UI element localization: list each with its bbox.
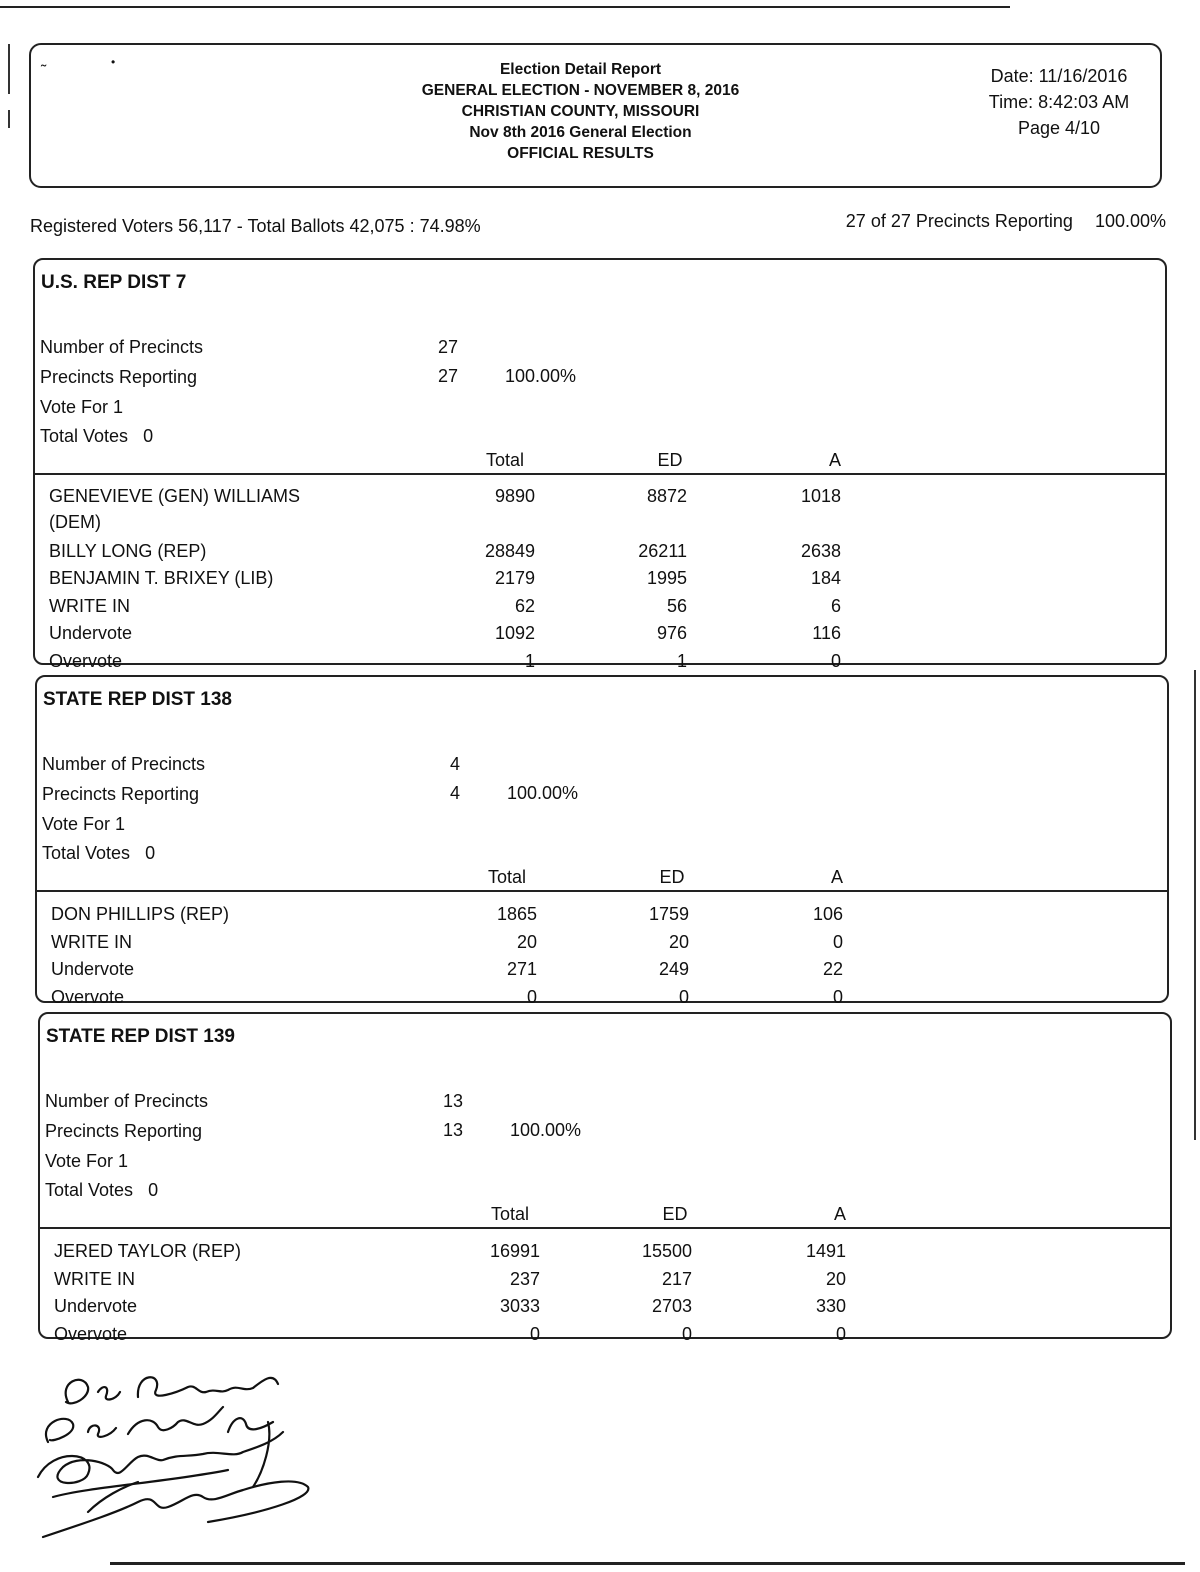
total-votes-cell: 271 — [506, 959, 537, 979]
total-votes-cell: 28849 — [484, 540, 535, 561]
column-header-a: A — [828, 450, 841, 470]
ed-votes-cell: 217 — [661, 1268, 692, 1289]
precincts-reporting-pct: 100.00% — [507, 783, 579, 803]
contest-box — [35, 675, 1169, 1007]
precincts-reporting-pct: 100.00% — [505, 366, 577, 386]
report-time: Time: 8:42:03 AM — [988, 92, 1130, 112]
total-votes-value: 0 — [148, 1180, 159, 1200]
candidate-name: BILLY LONG (REP) — [49, 540, 207, 561]
report-date: Date: 11/16/2016 — [990, 66, 1128, 86]
registered-voters-line: Registered Voters 56,117 - Total Ballots 42,075 : 74.98% — [30, 216, 481, 236]
candidate-name: WRITE IN — [51, 931, 132, 952]
candidate-name: DON PHILLIPS (REP) — [51, 904, 230, 924]
candidate-row — [37, 929, 1167, 956]
column-header-total: Total — [487, 867, 527, 887]
contest-title: STATE REP DIST 139 — [46, 1026, 235, 1047]
total-votes-cell: 2179 — [494, 568, 535, 588]
column-header-ed: ED — [659, 867, 685, 887]
election-subtitle: Nov 8th 2016 General Election — [469, 124, 692, 141]
total-votes-cell: 237 — [509, 1268, 540, 1289]
a-votes-cell: 116 — [812, 623, 841, 643]
ed-votes-cell: 1995 — [646, 568, 687, 588]
column-header-a: A — [830, 867, 843, 887]
column-header-total: Total — [490, 1204, 530, 1224]
total-votes-value: 0 — [145, 843, 156, 863]
candidate-row — [35, 620, 1165, 647]
bottom-border-line — [110, 1562, 1185, 1565]
report-meta — [964, 63, 1154, 141]
number-of-precincts-label: Number of Precincts — [45, 1091, 209, 1111]
candidate-row — [35, 648, 1165, 675]
candidate-name: WRITE IN — [49, 595, 130, 616]
a-votes-cell: 106 — [812, 904, 843, 924]
contest-box — [33, 258, 1167, 671]
column-header-ed: ED — [657, 450, 683, 470]
ed-votes-cell: 249 — [658, 959, 689, 979]
ed-votes-cell: 15500 — [641, 1241, 692, 1261]
candidate-row — [35, 593, 1165, 620]
a-votes-cell: 1491 — [805, 1241, 846, 1261]
right-edge-line — [1194, 670, 1196, 1140]
a-votes-cell: 330 — [815, 1296, 846, 1316]
a-votes-cell: 22 — [822, 959, 843, 979]
vote-for-label: Vote For 1 — [40, 397, 124, 417]
precincts-reporting-label: Precincts Reporting — [45, 1121, 203, 1141]
precincts-reporting-text: 27 of 27 Precincts Reporting — [845, 211, 1073, 231]
candidate-row — [35, 565, 1165, 592]
signatures-image — [28, 1362, 328, 1552]
a-votes-cell: 6 — [830, 595, 841, 616]
candidate-name: Overvote — [51, 986, 125, 1007]
header-rule — [37, 890, 1167, 892]
header-rule — [35, 473, 1165, 475]
ed-votes-cell: 56 — [666, 595, 687, 616]
ed-votes-cell: 8872 — [646, 486, 687, 506]
candidate-row — [40, 1293, 1170, 1320]
candidate-name: WRITE IN — [54, 1268, 135, 1289]
vote-for-label: Vote For 1 — [42, 814, 126, 834]
candidate-name: GENEVIEVE (GEN) WILLIAMS — [49, 486, 301, 506]
candidate-name: Overvote — [54, 1323, 128, 1344]
a-votes-cell: 0 — [832, 931, 843, 952]
total-votes-cell: 1 — [524, 650, 535, 671]
total-votes-cell: 3033 — [499, 1296, 540, 1316]
column-header-total: Total — [485, 450, 525, 470]
page-number: Page 4/10 — [1017, 118, 1101, 138]
total-votes-cell: 0 — [526, 986, 537, 1007]
a-votes-cell: 20 — [825, 1268, 846, 1289]
candidate-name: Undervote — [54, 1296, 138, 1316]
contest-title: U.S. REP DIST 7 — [41, 272, 187, 293]
number-of-precincts-label: Number of Precincts — [42, 754, 206, 774]
total-votes-cell: 0 — [529, 1323, 540, 1344]
total-votes-cell: 1092 — [494, 623, 535, 643]
a-votes-cell: 184 — [810, 568, 841, 588]
candidate-row — [37, 956, 1167, 983]
header-rule — [40, 1227, 1170, 1229]
a-votes-cell: 0 — [835, 1323, 846, 1344]
ed-votes-cell: 0 — [678, 986, 689, 1007]
ed-votes-cell: 1759 — [648, 904, 689, 924]
precincts-reporting-line — [846, 211, 1166, 232]
ed-votes-cell: 20 — [668, 931, 689, 952]
precincts-reporting-label: Precincts Reporting — [40, 367, 198, 387]
candidate-name: Undervote — [51, 959, 135, 979]
total-votes-line — [45, 1180, 158, 1201]
ed-votes-cell: 1 — [676, 650, 687, 671]
number-of-precincts-value: 13 — [442, 1091, 463, 1111]
total-votes-label: Total Votes — [45, 1180, 134, 1200]
a-votes-cell: 1018 — [800, 486, 841, 506]
total-votes-cell: 62 — [514, 595, 535, 616]
speck-mark: ˜ — [41, 63, 47, 80]
precincts-reporting-pct: 100.00% — [1094, 211, 1166, 231]
ed-votes-cell: 976 — [656, 623, 687, 643]
a-votes-cell: 2638 — [800, 540, 841, 561]
report-header — [29, 43, 1162, 188]
contest-box — [38, 1012, 1172, 1344]
top-border-line — [0, 6, 1010, 8]
column-header-a: A — [833, 1204, 846, 1224]
total-votes-label: Total Votes — [40, 426, 129, 446]
candidate-party: (DEM) — [49, 512, 101, 532]
total-votes-label: Total Votes — [42, 843, 131, 863]
vote-for-label: Vote For 1 — [45, 1151, 129, 1171]
speck-mark: • — [111, 55, 116, 69]
candidate-row-continued — [35, 509, 1165, 536]
total-votes-value: 0 — [143, 426, 154, 446]
candidate-name: Overvote — [49, 650, 123, 671]
ed-votes-cell: 2703 — [651, 1296, 692, 1316]
candidate-row — [40, 1238, 1170, 1265]
total-votes-line — [42, 843, 155, 864]
contest-title: STATE REP DIST 138 — [43, 689, 232, 710]
total-votes-cell: 1865 — [496, 904, 537, 924]
candidate-row — [37, 984, 1167, 1011]
number-of-precincts-value: 27 — [437, 337, 458, 357]
precincts-reporting-value: 13 — [442, 1120, 463, 1140]
candidate-name: JERED TAYLOR (REP) — [54, 1241, 242, 1261]
precincts-reporting-value: 4 — [449, 783, 460, 803]
total-votes-cell: 16991 — [489, 1241, 540, 1261]
total-votes-cell: 20 — [516, 931, 537, 952]
county-name: CHRISTIAN COUNTY, MISSOURI — [461, 103, 700, 120]
a-votes-cell: 0 — [832, 986, 843, 1007]
number-of-precincts-value: 4 — [449, 754, 460, 774]
column-header-ed: ED — [662, 1204, 688, 1224]
election-name: GENERAL ELECTION - NOVEMBER 8, 2016 — [421, 82, 740, 99]
candidate-row — [35, 538, 1165, 565]
candidate-name: BENJAMIN T. BRIXEY (LIB) — [49, 568, 274, 588]
results-status: OFFICIAL RESULTS — [507, 145, 654, 162]
number-of-precincts-label: Number of Precincts — [40, 337, 204, 357]
candidate-name: Undervote — [49, 623, 133, 643]
candidate-row — [35, 483, 1165, 510]
a-votes-cell: 0 — [830, 650, 841, 671]
precincts-reporting-label: Precincts Reporting — [42, 784, 200, 804]
total-votes-cell: 9890 — [494, 486, 535, 506]
precincts-reporting-value: 27 — [437, 366, 458, 386]
candidate-row — [40, 1266, 1170, 1293]
total-votes-line — [40, 426, 153, 447]
precincts-reporting-pct: 100.00% — [510, 1120, 582, 1140]
report-title: Election Detail Report — [499, 61, 662, 78]
candidate-row — [37, 901, 1167, 928]
ed-votes-cell: 26211 — [638, 540, 687, 561]
candidate-row — [40, 1321, 1170, 1348]
ed-votes-cell: 0 — [681, 1323, 692, 1344]
